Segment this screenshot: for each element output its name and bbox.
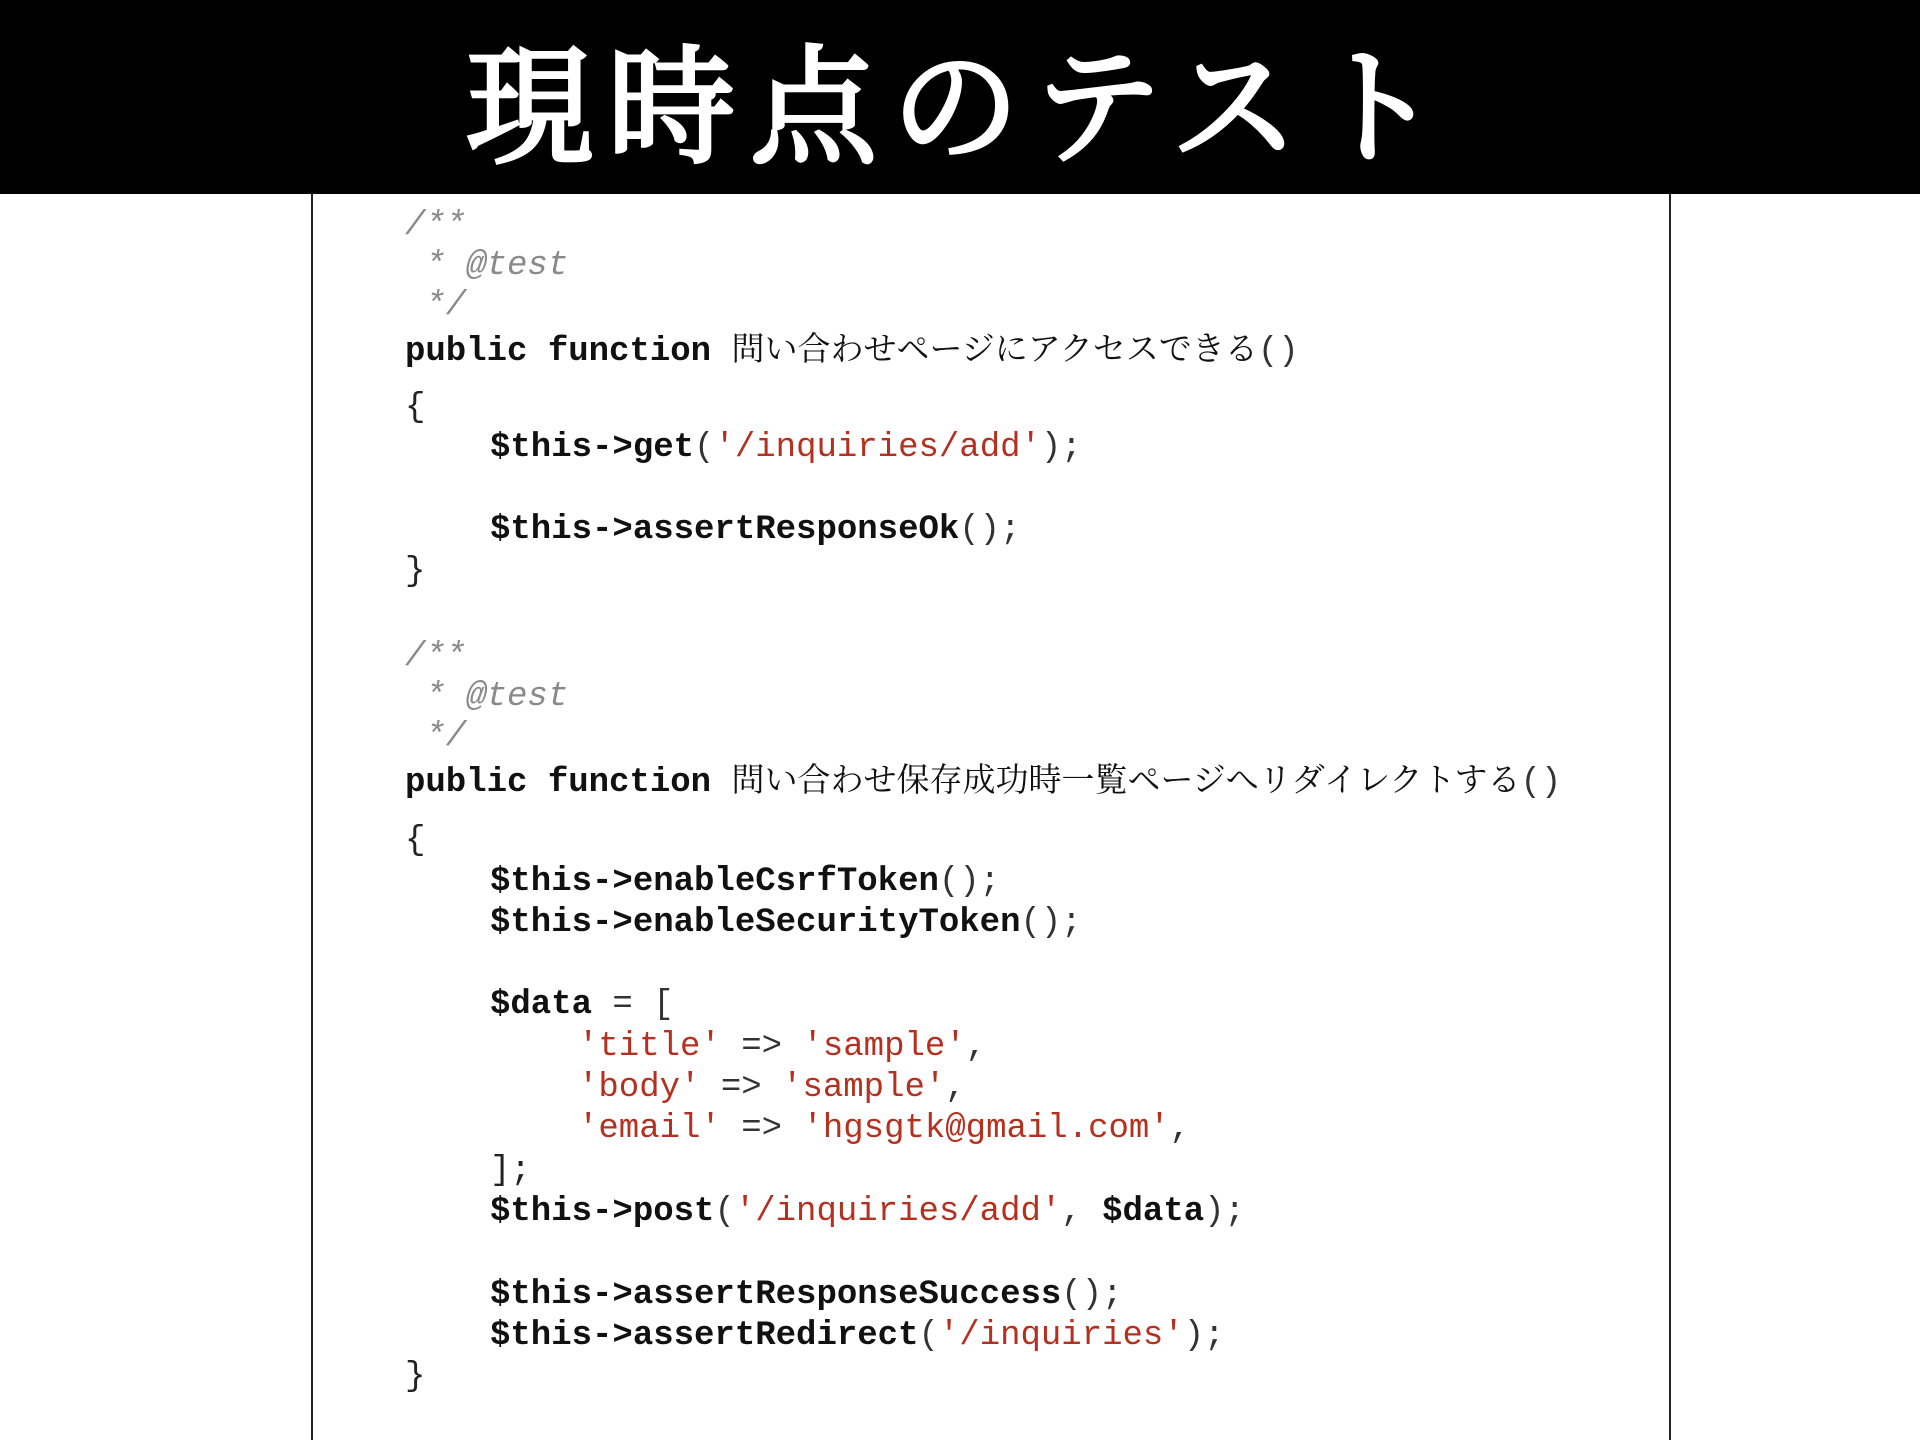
array-key: 'email' xyxy=(578,1110,721,1148)
code-line xyxy=(490,1316,1225,1356)
call-tail: (); xyxy=(1061,1276,1123,1314)
array-entry xyxy=(578,1109,1190,1149)
arrow: => xyxy=(700,1069,783,1107)
string-literal: '/inquiries' xyxy=(938,1317,1184,1355)
arrow: => xyxy=(720,1110,803,1148)
code-line xyxy=(490,985,674,1025)
function-parens: () xyxy=(1520,764,1562,802)
arg-separator: , xyxy=(1061,1193,1103,1231)
paren-close: ); xyxy=(1040,429,1082,467)
array-value: 'sample' xyxy=(802,1028,966,1066)
method-call: $this->post xyxy=(490,1193,715,1231)
function-name: 問い合わせページにアクセスできる xyxy=(731,329,1258,368)
paren-close: ); xyxy=(1183,1317,1225,1355)
variable: $data xyxy=(490,986,593,1024)
keyword-function: function xyxy=(547,333,712,371)
keyword-function: function xyxy=(547,764,712,802)
doc-comment-close: */ xyxy=(405,287,467,325)
variable: $data xyxy=(1102,1193,1205,1231)
comma: , xyxy=(1169,1110,1191,1148)
brace-close: } xyxy=(405,553,426,591)
brace-open: { xyxy=(405,822,426,860)
comma: , xyxy=(965,1028,987,1066)
code-line xyxy=(490,1275,1123,1315)
string-literal: '/inquiries/add' xyxy=(714,429,1041,467)
method-call: $this->assertRedirect xyxy=(490,1317,919,1355)
doc-comment-close: */ xyxy=(405,718,467,756)
code-line xyxy=(490,862,1000,902)
function-signature xyxy=(405,329,1299,372)
assignment: = [ xyxy=(592,986,674,1024)
array-value: 'sample' xyxy=(782,1069,946,1107)
code-line xyxy=(490,428,1082,468)
arrow: => xyxy=(720,1028,803,1066)
function-name: 問い合わせ保存成功時一覧ページへリダイレクトする xyxy=(731,760,1521,799)
doc-comment-tag: * @test xyxy=(405,247,569,285)
method-call: $this->enableCsrfToken xyxy=(490,863,939,901)
code-line xyxy=(490,1192,1245,1232)
paren-open: ( xyxy=(714,1193,735,1231)
brace-open: { xyxy=(405,389,426,427)
method-call: $this->assertResponseSuccess xyxy=(490,1276,1062,1314)
doc-comment-open: /** xyxy=(405,638,467,676)
array-close: ]; xyxy=(490,1152,531,1190)
array-entry xyxy=(578,1068,966,1108)
array-key: 'body' xyxy=(578,1069,701,1107)
keyword-public: public xyxy=(405,764,528,802)
paren-open: ( xyxy=(918,1317,939,1355)
call-tail: (); xyxy=(959,511,1021,549)
code-line xyxy=(490,510,1021,550)
paren-open: ( xyxy=(694,429,715,467)
array-entry xyxy=(578,1027,986,1067)
call-tail: (); xyxy=(1020,904,1082,942)
code-panel xyxy=(311,194,1671,1440)
function-signature xyxy=(405,760,1561,803)
paren-close: ); xyxy=(1204,1193,1245,1231)
method-call: $this->enableSecurityToken xyxy=(490,904,1021,942)
array-value: 'hgsgtk@gmail.com' xyxy=(802,1110,1170,1148)
function-parens: () xyxy=(1257,333,1299,371)
doc-comment-open: /** xyxy=(405,207,467,245)
method-call: $this->assertResponseOk xyxy=(490,511,960,549)
array-key: 'title' xyxy=(578,1028,721,1066)
method-call: $this->get xyxy=(490,429,695,467)
title-bar xyxy=(0,0,1920,194)
keyword-public: public xyxy=(405,333,528,371)
call-tail: (); xyxy=(938,863,1001,901)
slide-title: 現時点のテスト xyxy=(465,34,1455,183)
brace-close: } xyxy=(405,1358,426,1396)
string-literal: '/inquiries/add' xyxy=(734,1193,1062,1231)
comma: , xyxy=(945,1069,966,1107)
code-line xyxy=(490,903,1082,943)
doc-comment-tag: * @test xyxy=(405,678,569,716)
